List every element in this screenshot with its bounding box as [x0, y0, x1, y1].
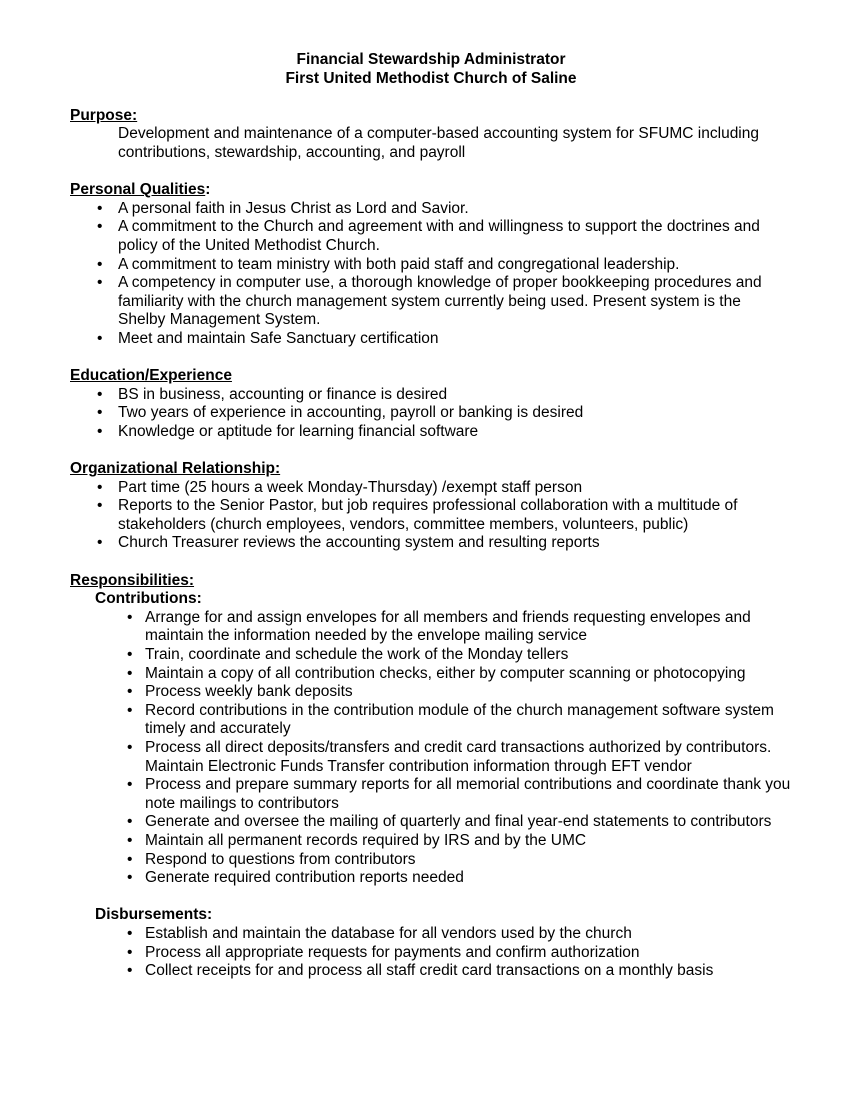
- bullet-item: • Establish and maintain the database for all vendors used by the church: [70, 925, 792, 944]
- section-personal-qualities: [70, 181, 792, 348]
- bullet-item: • BS in business, accounting or finance is desired: [70, 386, 792, 405]
- bullet-item: • Collect receipts for and process all staff credit card transactions on a monthly basis: [70, 962, 792, 981]
- document-title-line1: Financial Stewardship Administrator: [296, 51, 566, 68]
- bullet-item: • Respond to questions from contributors: [70, 851, 792, 870]
- bullet-list: [70, 479, 792, 553]
- subsection-contributions: [70, 590, 795, 888]
- section-education-experience: [70, 367, 792, 441]
- section-organizational-relationship: [70, 460, 792, 553]
- bullet-item: • Process weekly bank deposits: [70, 683, 792, 702]
- bullet-item: • A commitment to team ministry with both paid staff and congregational leadership.: [70, 256, 792, 275]
- bullet-list: [70, 200, 792, 349]
- bullet-item: • A commitment to the Church and agreement with and willingness to support the doctrines and policy of the United Methodist Church.: [70, 218, 792, 255]
- section-heading-purpose: Purpose:: [70, 106, 138, 124]
- bullet-item: • Church Treasurer reviews the accounting system and resulting reports: [70, 534, 792, 553]
- bullet-item: • Part time (25 hours a week Monday-Thursday) /exempt staff person: [70, 479, 792, 498]
- bullet-item: • Maintain all permanent records required by IRS and by the UMC: [70, 832, 792, 851]
- section-paragraph: Development and maintenance of a computer-based accounting system for SFUMC including contributions, stewardship, accounting, and payroll: [118, 125, 764, 161]
- bullet-item: • Generate and oversee the mailing of quarterly and final year-end statements to contributors: [70, 813, 792, 832]
- bullet-item: • A personal faith in Jesus Christ as Lord and Savior.: [70, 200, 792, 219]
- section-heading-education-experience: Education/Experience: [70, 367, 232, 385]
- subsection-heading-disbursements: Disbursements:: [95, 906, 213, 924]
- bullet-item: • Process all direct deposits/transfers and credit card transactions authorized by contributors. Maintain Electronic Funds Transfer contribution information through EFT vendor: [70, 739, 792, 776]
- subsection-disbursements: [70, 906, 792, 980]
- bullet-list: [70, 608, 795, 888]
- section-purpose: [70, 107, 792, 163]
- bullet-item: • Train, coordinate and schedule the work of the Monday tellers: [70, 646, 792, 665]
- document-title-line2: First United Methodist Church of Saline: [285, 69, 577, 87]
- bullet-item: • Process all appropriate requests for payments and confirm authorization: [70, 944, 792, 963]
- bullet-item: • Record contributions in the contribution module of the church management software system timely and accurately: [70, 702, 792, 739]
- section-heading-responsibilities: Responsibilities:: [70, 571, 195, 589]
- bullet-item: • Reports to the Senior Pastor, but job requires professional collaboration with a multitude of stakeholders (church employees, vendors, committee members, volunteers, public): [70, 497, 792, 534]
- section-responsibilities: [70, 571, 795, 981]
- bullet-item: • Meet and maintain Safe Sanctuary certification: [70, 330, 792, 349]
- bullet-item: • Two years of experience in accounting, payroll or banking is desired: [70, 404, 792, 423]
- section-heading-organizational-relationship: Organizational Relationship:: [70, 460, 281, 478]
- bullet-item: • Maintain a copy of all contribution checks, either by computer scanning or photocopying: [70, 665, 792, 684]
- document-content: [70, 51, 795, 981]
- bullet-item: • A competency in computer use, a thorough knowledge of proper bookkeeping procedures and familiarity with the church management system currently being used. Present system is the Shelby Management System.: [70, 274, 792, 330]
- section-heading-personal-qualities: Personal Qualities:: [70, 181, 211, 199]
- bullet-item: • Process and prepare summary reports for all memorial contributions and coordinate thank you note mailings to contributors: [70, 776, 792, 813]
- bullet-list: [70, 925, 792, 981]
- bullet-item: • Arrange for and assign envelopes for all members and friends requesting envelopes and maintain the information needed by the envelope mailing service: [70, 609, 792, 646]
- document-title: [70, 51, 792, 88]
- bullet-item: • Generate required contribution reports needed: [70, 869, 792, 888]
- bullet-item: • Knowledge or aptitude for learning financial software: [70, 423, 792, 442]
- bullet-list: [70, 386, 792, 442]
- subsection-heading-contributions: Contributions:: [95, 590, 202, 608]
- document-body: [70, 106, 795, 981]
